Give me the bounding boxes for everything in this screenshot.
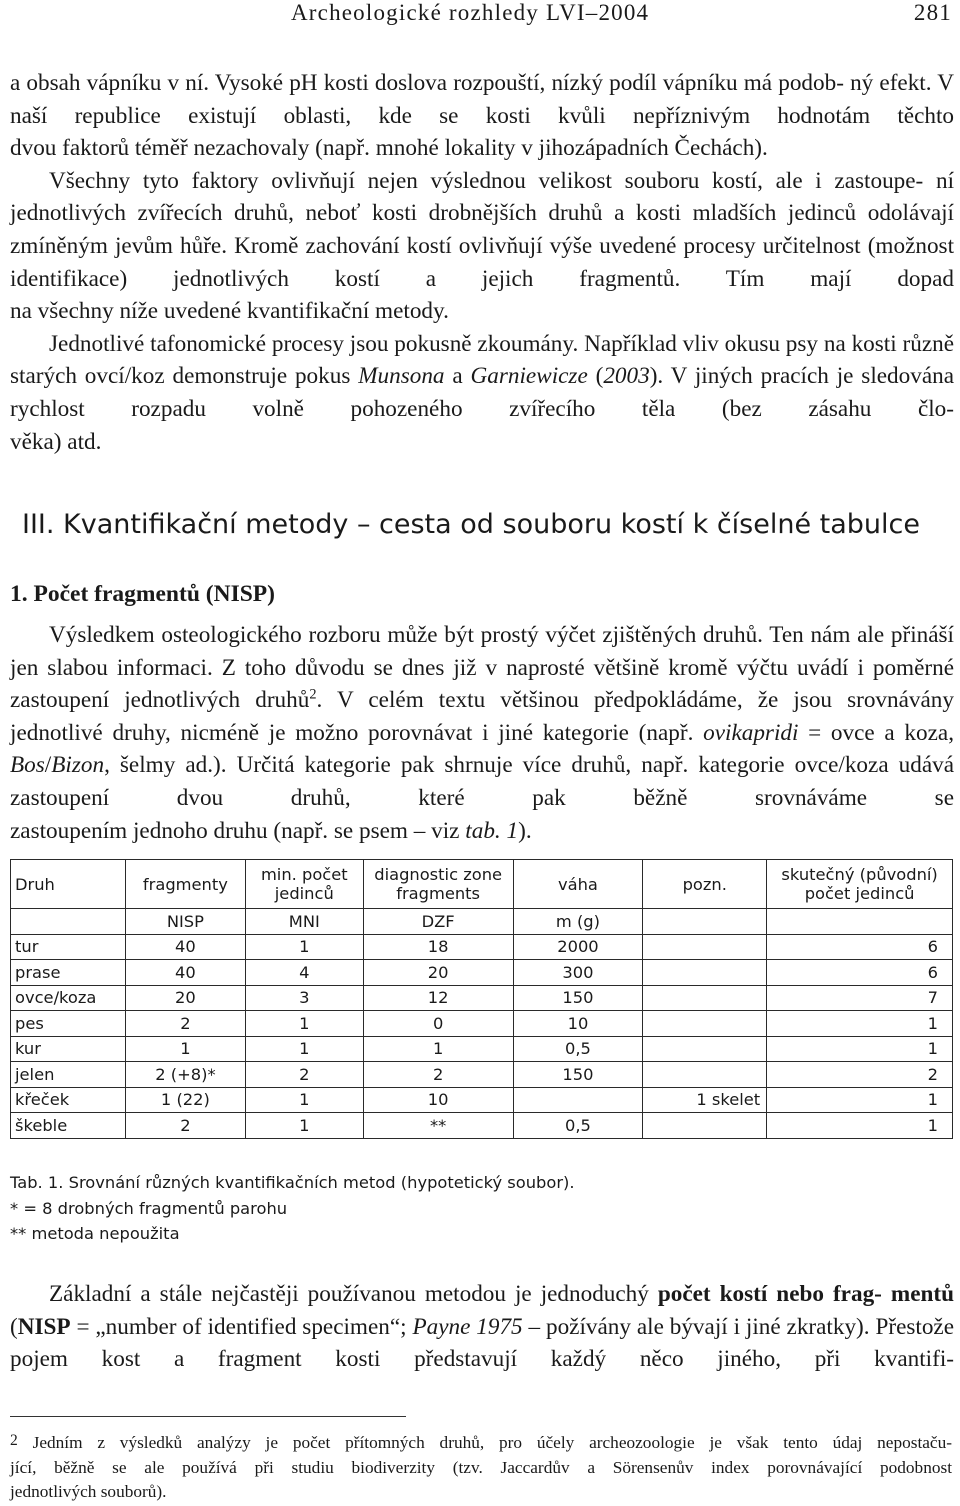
footnote-ref[interactable]: 2	[309, 686, 317, 703]
citation-year: 2003	[603, 363, 650, 390]
text-run: ).	[518, 817, 532, 844]
text-line: Výsledkem osteologického rozboru může být prostý výčet zjištěných druhů. Ten nám	[49, 622, 851, 648]
text-run: (	[587, 363, 604, 390]
text-run: . V celém textu většinou předpokládáme,	[316, 687, 743, 714]
author-citation: Munsona	[358, 363, 445, 390]
original-count-cell: 1	[767, 1011, 953, 1037]
unit-cell: MNI	[245, 909, 363, 935]
subsection-heading: 1. Počet fragmentů (NISP)	[10, 581, 275, 607]
nisp-cell: 40	[125, 960, 245, 986]
running-header	[0, 0, 960, 30]
nisp-cell: 1	[125, 1036, 245, 1062]
weight-cell: 150	[513, 1062, 643, 1088]
mni-cell: 1	[245, 1036, 363, 1062]
weight-cell: 300	[513, 960, 643, 986]
original-count-cell: 6	[767, 960, 953, 986]
dzf-cell: 1	[363, 1036, 513, 1062]
page-number: 281	[913, 0, 952, 25]
body-text-bottom	[10, 1278, 954, 1376]
header-line: skutečný (původní)	[781, 865, 938, 884]
dzf-cell: **	[363, 1113, 513, 1139]
term-italic: Bizon	[51, 752, 105, 779]
note-cell	[643, 1062, 767, 1088]
header-line: jedinců	[274, 884, 334, 903]
column-header	[245, 860, 363, 909]
species-cell: škeble	[11, 1113, 126, 1139]
footnote-line: jednotlivých souborů).	[10, 1482, 167, 1502]
column-header	[767, 860, 953, 909]
mni-cell: 1	[245, 1087, 363, 1113]
dzf-cell: 12	[363, 985, 513, 1011]
mni-cell: 1	[245, 934, 363, 960]
nisp-cell: 2 (+8)*	[125, 1062, 245, 1088]
term-italic: Bos	[10, 752, 45, 779]
text-line: zkratky). Přestože pojem kost a fragment kosti představují každý něco jiného, při kvantifi-	[10, 1313, 954, 1373]
note-cell	[643, 1036, 767, 1062]
term-italic: ovikapridi	[703, 719, 799, 746]
species-cell: tur	[11, 934, 126, 960]
weight-cell: 2000	[513, 934, 643, 960]
header-line: počet jedinců	[804, 884, 915, 903]
original-count-cell: 1	[767, 1113, 953, 1139]
body-text-top	[10, 67, 954, 458]
text-run: Základní a stále nejčastěji používanou metodou je jednoduchý	[49, 1281, 658, 1307]
table-cell	[643, 909, 767, 935]
table-reference[interactable]: tab. 1	[465, 817, 519, 844]
text-run: – požívány ale bývají i jiné	[522, 1313, 781, 1340]
caption-note: * = 8 drobných fragmentů parohu	[10, 1198, 288, 1218]
table-cell	[11, 909, 126, 935]
text-line: věka) atd.	[10, 428, 102, 455]
table-row	[11, 1113, 953, 1139]
text-run: zastoupením jednoho druhu (např. se psem – viz	[10, 817, 466, 844]
original-count-cell: 1	[767, 1036, 953, 1062]
text-line: ní jednotlivých zvířecích druhů, neboť kosti drobnějších druhů a kosti mladších jedinců	[10, 167, 955, 227]
text-line: ný efekt. V naší republice existují oblasti, kde se kosti kvůli nepříznivým hodnotám těchto	[10, 70, 955, 129]
table-row	[11, 985, 953, 1011]
dzf-cell: 2	[363, 1062, 513, 1088]
paragraph	[10, 165, 954, 295]
text-line: Všechny tyto faktory ovlivňují nejen výslednou velikost souboru kostí, ale i zastoupe-	[49, 167, 924, 194]
nisp-cell: 40	[125, 934, 245, 960]
footnote-number: 2	[10, 1432, 18, 1449]
nisp-cell: 2	[125, 1011, 245, 1037]
body-text-middle	[10, 619, 954, 847]
term-bold: mentů	[890, 1281, 954, 1307]
quantification-table	[10, 859, 953, 1139]
text-line: dvou faktorů téměř nezachovaly (např. mnohé lokality v jihozápadních Čechách).	[10, 135, 768, 162]
note-cell	[643, 934, 767, 960]
table-caption	[10, 1170, 575, 1247]
original-count-cell: 1	[767, 1087, 953, 1113]
nisp-cell: 2	[125, 1113, 245, 1139]
caption-note: ** metoda nepoužita	[10, 1224, 180, 1243]
text-line: a obsah vápníku v ní. Vysoké pH kosti doslova rozpouští, nízký podíl vápníku má podob-	[10, 70, 844, 96]
mni-cell: 1	[245, 1011, 363, 1037]
table-row	[11, 960, 953, 986]
mni-cell: 3	[245, 985, 363, 1011]
author-citation: Payne 1975	[412, 1313, 523, 1340]
paragraph	[10, 67, 954, 132]
original-count-cell: 2	[767, 1062, 953, 1088]
header-line: diagnostic zone	[374, 865, 503, 884]
note-cell	[643, 960, 767, 986]
dzf-cell: 10	[363, 1087, 513, 1113]
column-header: Druh	[11, 860, 126, 909]
unit-cell: m (g)	[513, 909, 643, 935]
species-cell: křeček	[11, 1087, 126, 1113]
caption-title: Tab. 1. Srovnání různých kvantifikačních metod (hypotetický soubor).	[10, 1173, 575, 1192]
paragraph	[10, 328, 954, 426]
footnote-line	[10, 1431, 952, 1456]
paragraph	[10, 815, 954, 848]
dzf-cell: 18	[363, 934, 513, 960]
section-heading: III. Kvantifikační metody – cesta od souboru kostí k číselné tabulce	[22, 509, 920, 540]
table-row	[11, 1036, 953, 1062]
weight-cell	[513, 1087, 643, 1113]
text-line: že jsou srovnávány jednotlivé druhy, nicméně je možno porovnávat i jiné kategorie (např.	[10, 687, 954, 746]
paragraph	[10, 1278, 954, 1376]
weight-cell: 150	[513, 985, 643, 1011]
note-cell	[643, 1011, 767, 1037]
text-line: určitelnost (možnost identifikace) jednotlivých kostí a jejich fragmentů. Tím mají dopad	[10, 232, 955, 292]
table-header-row	[11, 860, 953, 909]
nisp-cell: 1 (22)	[125, 1087, 245, 1113]
species-cell: ovce/koza	[11, 985, 126, 1011]
species-cell: kur	[11, 1036, 126, 1062]
weight-cell: 0,5	[513, 1036, 643, 1062]
table-cell	[767, 909, 953, 935]
text-run: , šelmy ad.). Určitá kategorie pak shrnuje více druhů,	[104, 752, 632, 779]
species-cell: prase	[11, 960, 126, 986]
column-header: pozn.	[643, 860, 767, 909]
text-line: např. kategorie ovce/koza udává zastoupení dvou druhů, které pak běžně srovnáváme se	[10, 752, 955, 811]
table-units-row	[11, 909, 953, 935]
footnote	[10, 1431, 952, 1505]
text-run: = ovce a koza,	[798, 719, 954, 746]
dzf-cell: 0	[363, 1011, 513, 1037]
term-bold: NISP	[17, 1313, 71, 1340]
weight-cell: 10	[513, 1011, 643, 1037]
paragraph	[10, 619, 954, 815]
unit-cell: NISP	[125, 909, 245, 935]
text-line: pracích je sledována rychlost rozpadu volně pohozeného zvířecího těla (bez zásahu člo-	[10, 363, 955, 422]
text-line: odolávají zmíněným jevům hůře. Kromě zachování kostí ovlivňují výše uvedené procesy	[10, 200, 955, 259]
footnote-divider	[10, 1416, 406, 1417]
mni-cell: 2	[245, 1062, 363, 1088]
column-header	[363, 860, 513, 909]
original-count-cell: 7	[767, 985, 953, 1011]
text-line: ale přináší jen slabou informaci. Z toho důvodu se dnes již v naprosté většině kromě výčtu	[10, 622, 955, 681]
footnote-line: jící, běžně se ale používá při studiu biodiverzity (tzv. Jaccardův a Sörensenův index porovnávající podobnost	[10, 1457, 952, 1477]
author-citation: Garniewicze	[470, 363, 588, 390]
weight-cell: 0,5	[513, 1113, 643, 1139]
mni-cell: 4	[245, 960, 363, 986]
text-line: na všechny níže uvedené kvantifikační metody.	[10, 298, 449, 325]
paragraph	[10, 132, 954, 165]
column-header: fragmenty	[125, 860, 245, 909]
species-cell: pes	[11, 1011, 126, 1037]
table-row	[11, 934, 953, 960]
text-run: = „number of identified specimen“;	[70, 1313, 413, 1340]
nisp-cell: 20	[125, 985, 245, 1011]
text-run: a	[444, 363, 471, 390]
mni-cell: 1	[245, 1113, 363, 1139]
table-row	[11, 1087, 953, 1113]
text-run: (	[10, 1313, 18, 1340]
header-line: fragments	[396, 884, 481, 903]
text-run: uvádí i poměrné zastoupení jednotlivých druhů	[10, 654, 954, 714]
column-header: váha	[513, 860, 643, 909]
note-cell	[643, 1113, 767, 1139]
paragraph	[10, 426, 954, 459]
text-run: ). V jiných	[649, 363, 753, 390]
original-count-cell: 6	[767, 934, 953, 960]
table-row	[11, 1062, 953, 1088]
unit-cell: DZF	[363, 909, 513, 935]
term-bold: počet kostí nebo frag-	[657, 1281, 882, 1307]
table-row	[11, 1011, 953, 1037]
text-run: kosti různě starých ovcí/koz demonstruje pokus	[10, 330, 954, 390]
dzf-cell: 20	[363, 960, 513, 986]
header-line: min. počet	[260, 865, 348, 884]
text-line: Jednotlivé tafonomické procesy jsou pokusně zkoumány. Například vliv okusu psy na	[49, 330, 846, 357]
text-run: Jedním z výsledků analýzy je počet přítomných druhů, pro účely archeozoologie je však tento údaj nepostaču-	[17, 1433, 952, 1452]
paragraph	[10, 295, 954, 328]
note-cell	[643, 985, 767, 1011]
note-cell: 1 skelet	[643, 1087, 767, 1113]
species-cell: jelen	[11, 1062, 126, 1088]
journal-title: Archeologické rozhledy LVI–2004	[291, 0, 650, 25]
text-run: /	[44, 752, 52, 779]
